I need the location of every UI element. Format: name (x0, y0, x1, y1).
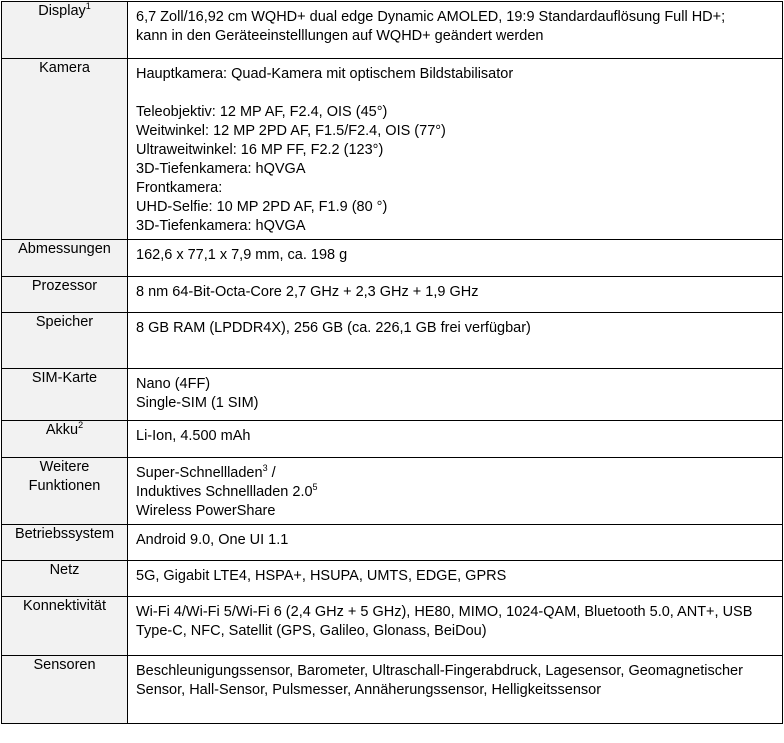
spec-value-line (136, 283, 782, 302)
spec-row-netz (2, 561, 783, 597)
spec-label-cell (2, 369, 128, 421)
spec-value-line (136, 217, 782, 236)
spec-value-line (136, 567, 782, 586)
spec-row-display (2, 2, 783, 59)
spec-value-line (136, 502, 782, 521)
spec-value-text: UHD-Selfie: 10 MP 2PD AF, F1.9 (80 °) (136, 199, 388, 215)
spec-row-akku (2, 421, 783, 458)
spec-value-line (136, 622, 782, 641)
spec-value-line (136, 103, 782, 122)
spec-label: Konnektivität (22, 598, 107, 614)
spec-value-text: Induktives Schnellladen 2.0 (136, 484, 313, 500)
spec-value-line (136, 160, 782, 179)
spec-value-line (136, 65, 782, 84)
spec-value-text: 162,6 x 77,1 x 7,9 mm, ca. 198 g (136, 247, 348, 263)
spec-value-text: 3D-Tiefenkamera: hQVGA (136, 161, 306, 177)
spec-row-kamera (2, 59, 783, 240)
spec-label-cell (2, 240, 128, 277)
footnote-marker: 2 (78, 420, 84, 431)
spec-value-cell (128, 240, 783, 277)
spec-row-speicher (2, 313, 783, 369)
spec-row-prozessor (2, 277, 783, 313)
spec-row-sensoren (2, 656, 783, 724)
spec-value-line (136, 27, 782, 46)
spec-label: Netz (49, 562, 80, 578)
spec-label-cell (2, 525, 128, 561)
spec-label: Kamera (39, 60, 90, 76)
spec-value-text: Wireless PowerShare (136, 503, 276, 519)
spec-value-text: Beschleunigungssensor, Barometer, Ultraschall-Fingerabdruck, Lagesensor, Geomagnetischer (136, 663, 743, 679)
spec-label: Prozessor (31, 278, 98, 294)
footnote-marker: 3 (262, 463, 268, 474)
spec-label-cell (2, 277, 128, 313)
spec-value-cell (128, 525, 783, 561)
spec-value-line (136, 464, 782, 483)
spec-label: Abmessungen (18, 241, 111, 257)
spacer (136, 84, 782, 103)
spec-value-text: 5G, Gigabit LTE4, HSPA+, HSUPA, UMTS, EDGE, GPRS (136, 568, 507, 584)
spec-label-cell (2, 597, 128, 656)
spec-value-cell (128, 59, 783, 240)
spec-label: SIM-Karte (31, 370, 98, 386)
spec-value-text: Super-Schnellladen (136, 465, 263, 481)
spec-table (1, 1, 783, 724)
spec-row-betriebssystem (2, 525, 783, 561)
spec-value-text: kann in den Geräteeinstelllungen auf WQHD+ geändert werden (136, 28, 544, 44)
spec-label: Betriebssystem (14, 526, 115, 542)
spec-value-line (136, 179, 782, 198)
footnote-marker: 1 (85, 1, 91, 12)
spec-label-cell (2, 561, 128, 597)
spec-value-text: Sensor, Hall-Sensor, Pulsmesser, Annäherungssensor, Helligkeitssensor (136, 682, 602, 698)
spec-value-text: 6,7 Zoll/16,92 cm WQHD+ dual edge Dynamic AMOLED, 19:9 Standardauflösung Full HD+; (136, 9, 726, 25)
spec-value-line (136, 427, 782, 446)
spec-label: Akku (45, 422, 79, 438)
spec-value-line (136, 531, 782, 550)
spec-value-cell (128, 2, 783, 59)
spec-value-cell (128, 277, 783, 313)
spec-value-line (136, 483, 782, 502)
spec-label: Display (38, 3, 86, 19)
spec-value-text: 3D-Tiefenkamera: hQVGA (136, 218, 306, 234)
spec-value-text: Li-Ion, 4.500 mAh (136, 428, 251, 444)
spec-value-suffix: / (267, 465, 276, 481)
spec-value-line (136, 681, 782, 700)
spec-value-line (136, 8, 782, 27)
spec-value-line (136, 122, 782, 141)
spec-value-line (136, 198, 782, 217)
spec-row-weitere-funktionen (2, 458, 783, 525)
spec-value-cell (128, 369, 783, 421)
spec-row-konnektivität (2, 597, 783, 656)
spec-label: Speicher (35, 314, 94, 330)
spec-value-line (136, 375, 782, 394)
spec-value-cell (128, 561, 783, 597)
spec-value-text: Teleobjektiv: 12 MP AF, F2.4, OIS (45°) (136, 104, 388, 120)
spec-value-text: Wi-Fi 4/Wi-Fi 5/Wi-Fi 6 (2,4 GHz + 5 GHz), HE80, MIMO, 1024-QAM, Bluetooth 5.0, ANT+, USB (136, 604, 753, 620)
spec-value-line (136, 141, 782, 160)
spec-label-cell (2, 313, 128, 369)
spec-row-sim-karte (2, 369, 783, 421)
spec-value-cell (128, 421, 783, 458)
spec-row-abmessungen (2, 240, 783, 277)
spec-value-cell (128, 458, 783, 525)
spec-label-cell (2, 458, 128, 525)
spec-value-cell (128, 656, 783, 724)
spec-value-text: Type-C, NFC, Satellit (GPS, Galileo, Glonass, BeiDou) (136, 623, 487, 639)
spec-label-cell (2, 421, 128, 458)
spec-value-line (136, 319, 782, 338)
spec-label: Weitere Funktionen (28, 459, 101, 494)
spec-label: Sensoren (33, 657, 96, 673)
spec-value-cell (128, 313, 783, 369)
spec-value-text: Hauptkamera: Quad-Kamera mit optischem Bildstabilisator (136, 66, 514, 82)
footnote-marker: 5 (312, 482, 318, 493)
spec-value-text: Frontkamera: (136, 180, 223, 196)
spec-value-line (136, 603, 782, 622)
spec-value-text: Ultraweitwinkel: 16 MP FF, F2.2 (123°) (136, 142, 384, 158)
spec-value-line (136, 662, 782, 681)
spec-value-text: Single-SIM (1 SIM) (136, 395, 259, 411)
spec-label-cell (2, 59, 128, 240)
spec-value-line (136, 246, 782, 265)
spec-value-line (136, 394, 782, 413)
spec-value-text: Weitwinkel: 12 MP 2PD AF, F1.5/F2.4, OIS (77°) (136, 123, 446, 139)
spec-value-text: 8 nm 64-Bit-Octa-Core 2,7 GHz + 2,3 GHz + 1,9 GHz (136, 284, 479, 300)
spec-label-cell (2, 2, 128, 59)
spec-value-text: Nano (4FF) (136, 376, 211, 392)
spec-value-cell (128, 597, 783, 656)
spec-value-text: 8 GB RAM (LPDDR4X), 256 GB (ca. 226,1 GB frei verfügbar) (136, 320, 531, 336)
spec-value-text: Android 9.0, One UI 1.1 (136, 532, 289, 548)
spec-label-cell (2, 656, 128, 724)
